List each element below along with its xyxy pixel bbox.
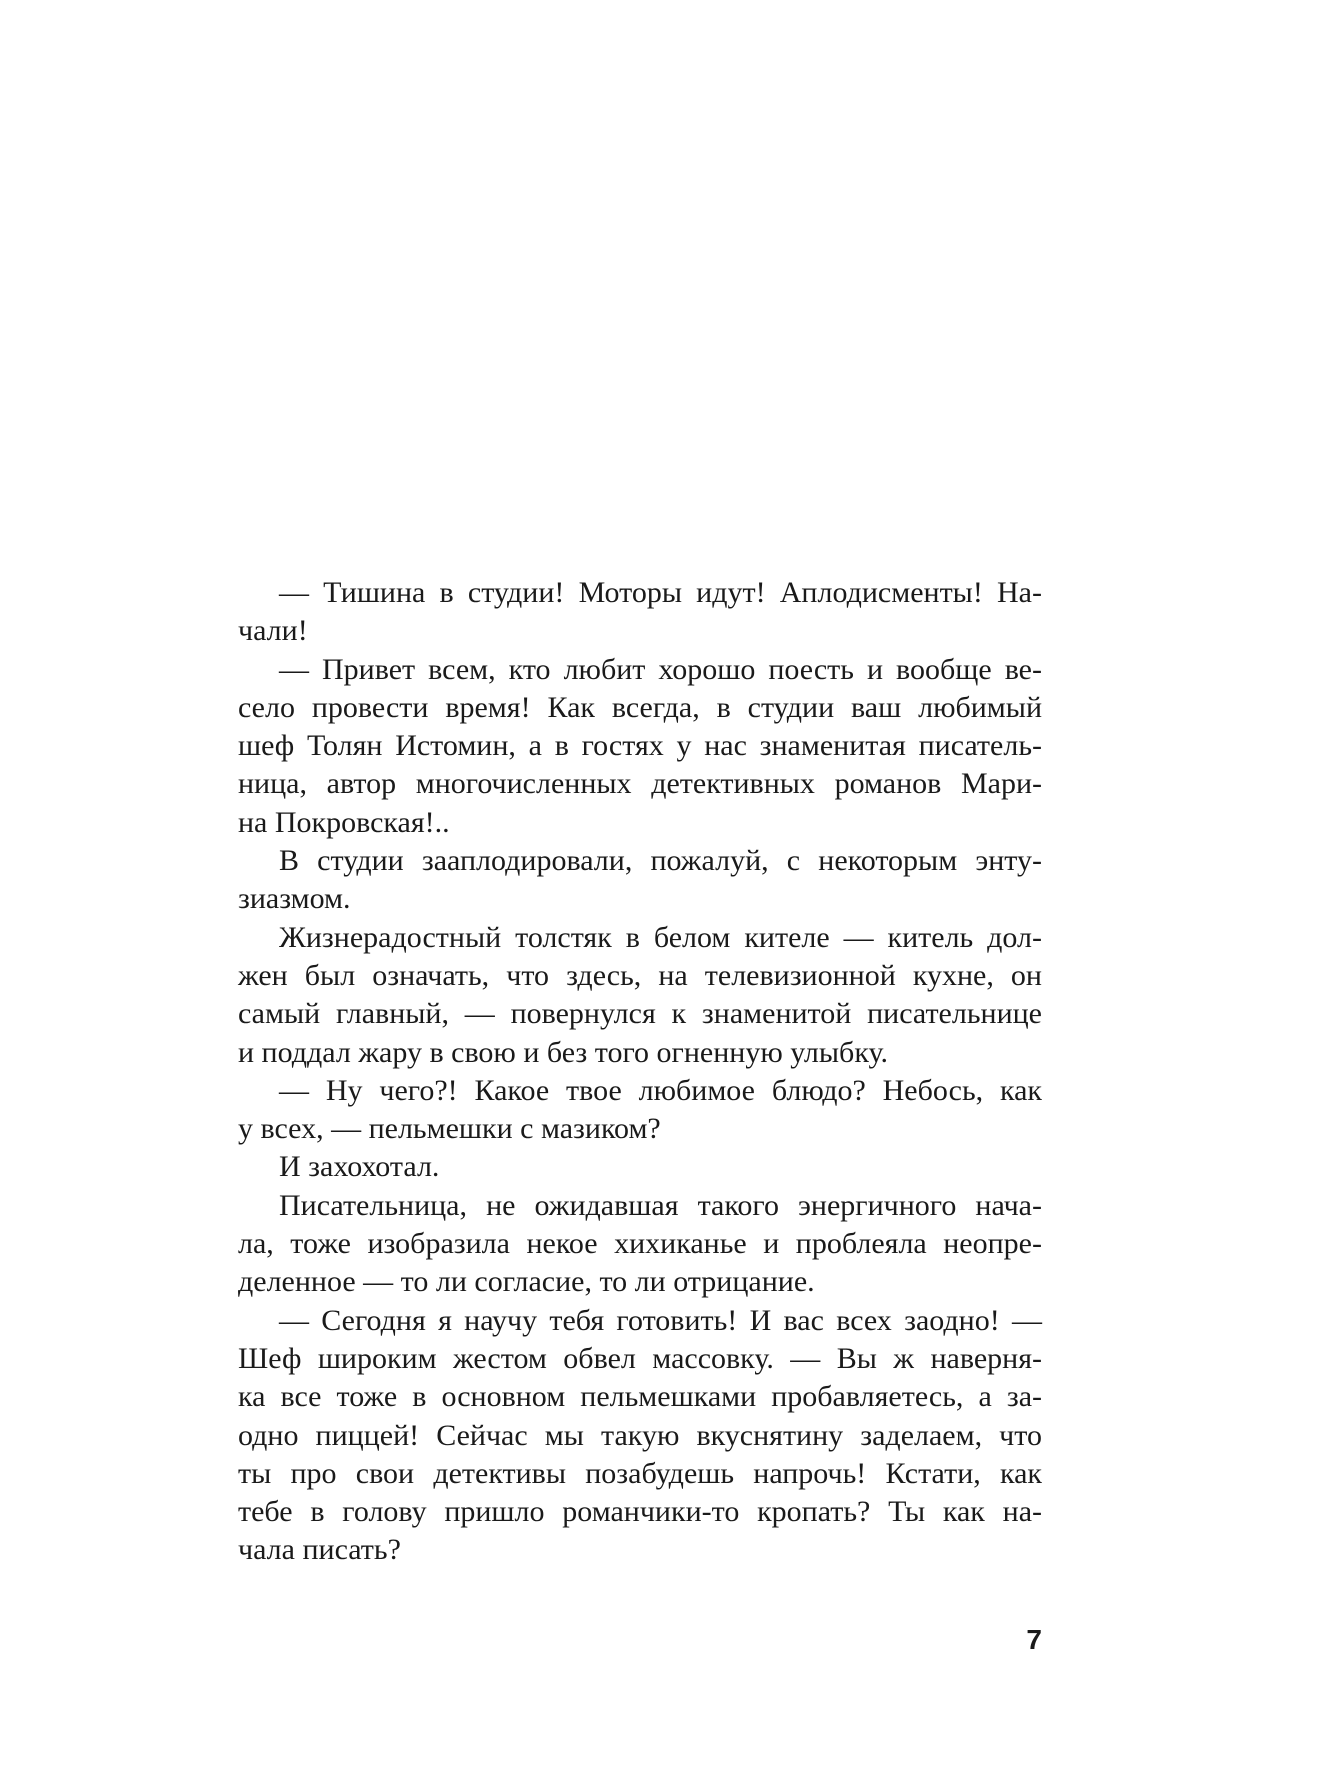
body-text: [238, 574, 1042, 1570]
text-line: одно пиццей! Сейчас мы такую вкуснятину заделаем, что: [238, 1418, 1042, 1452]
text-line: жен был означать, что здесь, на телевизионной кухне, он: [238, 958, 1042, 992]
text-line: ла, тоже изобразила некое хихиканье и проблеяла неопре-: [238, 1227, 1042, 1261]
text-line: — Ну чего?! Какое твое любимое блюдо? Небось, как: [279, 1073, 1042, 1107]
text-line: Шеф широким жестом обвел массовку. — Вы ж наверня-: [238, 1341, 1042, 1375]
text-line: тебе в голову пришло романчики-то кропать? Ты как на-: [238, 1495, 1042, 1529]
text-line: зиазмом.: [238, 882, 351, 916]
text-line: ка все тоже в основном пельмешками пробавляетесь, а за-: [238, 1380, 1042, 1414]
text-line: чала писать?: [238, 1533, 401, 1567]
text-line: на Покровская!..: [238, 805, 450, 839]
page-number: 7: [1026, 1624, 1042, 1655]
text-line: — Привет всем, кто любит хорошо поесть и вообще ве-: [279, 652, 1042, 686]
text-line: у всех, — пельмешки с мазиком?: [238, 1112, 661, 1146]
text-line: Жизнерадостный толстяк в белом кителе — китель дол-: [279, 920, 1042, 954]
text-line: — Сегодня я научу тебя готовить! И вас всех заодно! —: [279, 1303, 1042, 1337]
text-line: шеф Толян Истомин, а в гостях у нас знаменитая писатель-: [238, 729, 1042, 763]
text-line: Писательница, не ожидавшая такого энергичного нача-: [279, 1188, 1042, 1222]
text-line: — Тишина в студии! Моторы идут! Аплодисменты! На-: [279, 576, 1042, 609]
text-line: В студии зааплодировали, пожалуй, с некоторым энту-: [279, 844, 1042, 878]
text-line: ты про свои детективы позабудешь напрочь! Кстати, как: [238, 1456, 1042, 1490]
text-line: чали!: [238, 614, 308, 648]
text-line: и поддал жару в свою и без того огненную улыбку.: [238, 1035, 888, 1069]
text-line: деленное — то ли согласие, то ли отрицание.: [238, 1265, 815, 1299]
text-line: самый главный, — повернулся к знаменитой писательнице: [238, 997, 1042, 1031]
text-line: И захохотал.: [279, 1150, 440, 1184]
text-line: село провести время! Как всегда, в студии ваш любимый: [238, 690, 1042, 724]
text-line: ница, автор многочисленных детективных романов Мари-: [238, 767, 1042, 801]
